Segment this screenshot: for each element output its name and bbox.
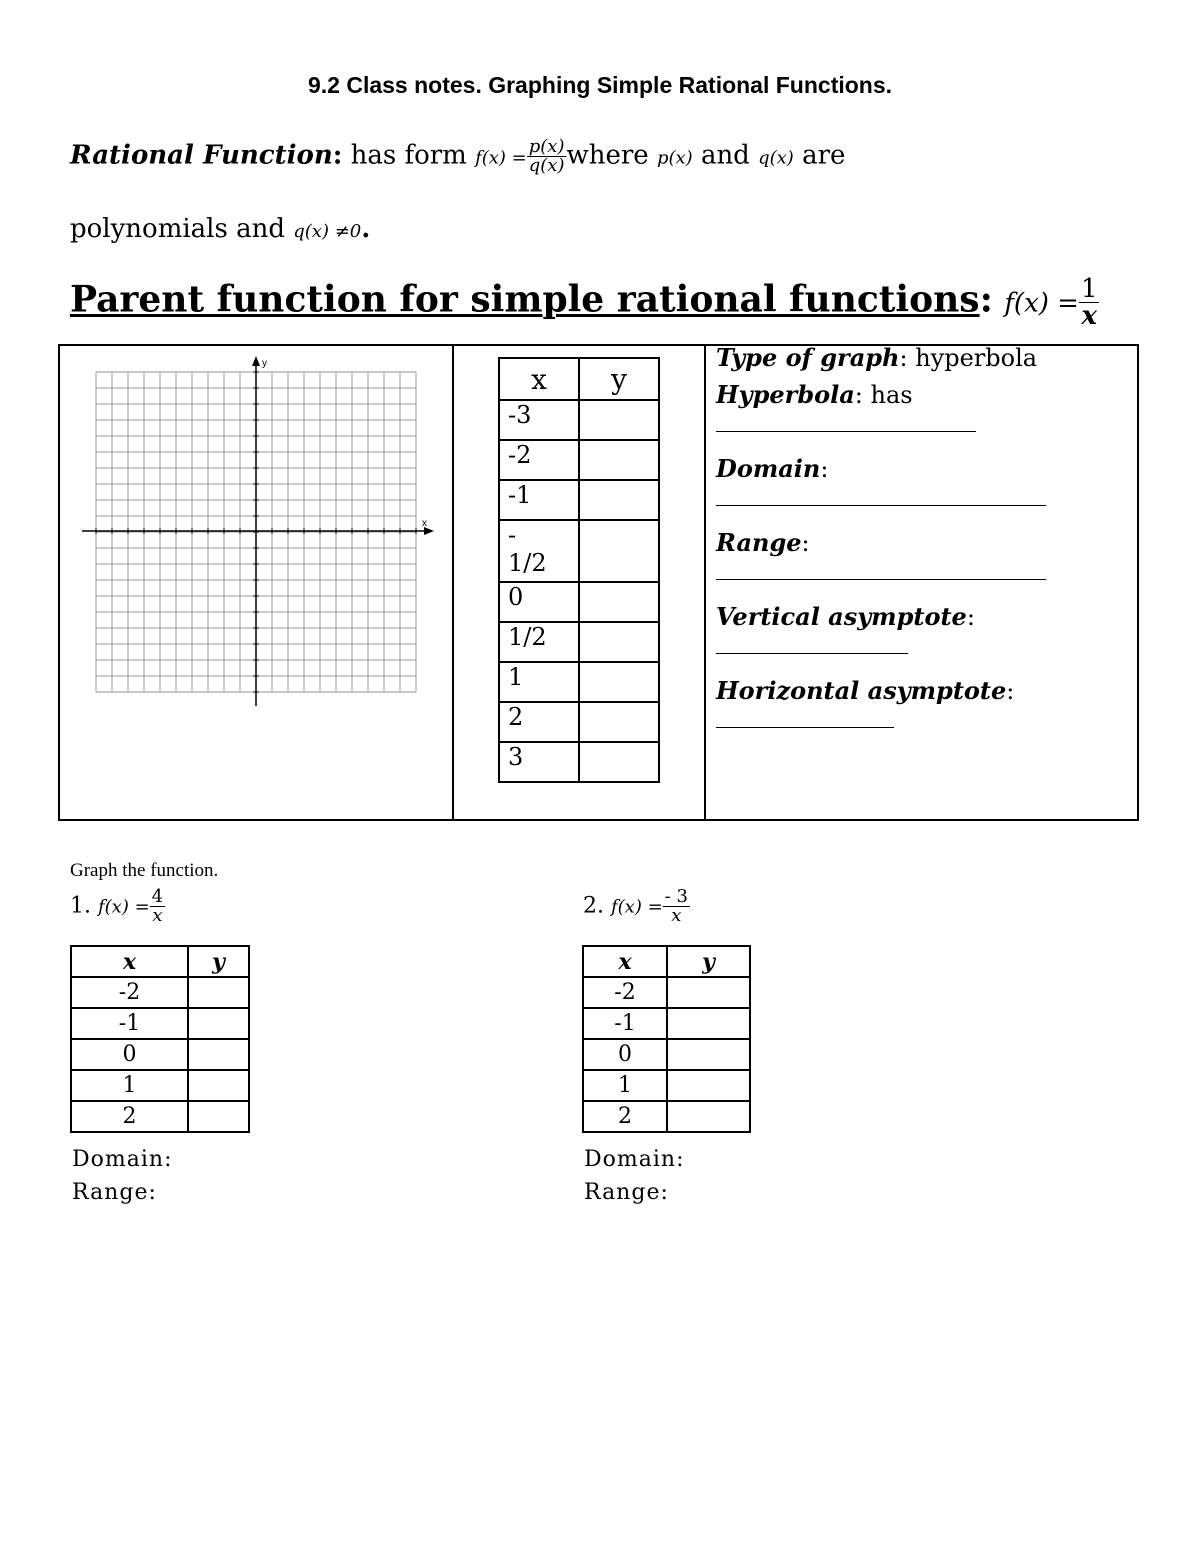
type-value: hyperbola: [915, 344, 1038, 372]
y-header: y: [188, 946, 249, 977]
colon: :: [899, 344, 908, 372]
y-cell[interactable]: [667, 1101, 750, 1132]
table-row: [583, 1008, 750, 1039]
definition-denominator: q(x): [528, 155, 565, 176]
table-row: [499, 480, 659, 520]
x-cell: 3: [499, 742, 579, 782]
definition-period: .: [361, 214, 371, 244]
parent-denominator: x: [1081, 301, 1097, 331]
table-header-row: [71, 946, 249, 977]
table-row: [499, 622, 659, 662]
x-cell: 0: [583, 1039, 667, 1070]
parent-f-lhs: f(x) =: [1004, 288, 1079, 319]
y-cell[interactable]: [579, 742, 659, 782]
x-cell-line1: -: [508, 521, 517, 549]
x-cell: -1: [71, 1008, 188, 1039]
x-cell: -2: [71, 977, 188, 1008]
x-cell: -1: [499, 480, 579, 520]
horizontal-label: Horizontal asymptote: [716, 676, 1007, 705]
table-row: [583, 1039, 750, 1070]
x-cell: -2: [583, 977, 667, 1008]
range-label: Range: [716, 528, 802, 557]
graph-instructions: Graph the function.: [70, 860, 219, 881]
definition-p-of-x: p(x): [656, 147, 693, 169]
domain-blank[interactable]: [716, 494, 1136, 518]
x-cell: 0: [499, 582, 579, 622]
definition-has-form: has form: [350, 140, 467, 171]
problem-denominator: x: [671, 905, 682, 926]
y-cell[interactable]: [579, 662, 659, 702]
y-cell[interactable]: [579, 400, 659, 440]
problem-2-domain: Domain:: [584, 1147, 685, 1172]
vertical-blank[interactable]: [716, 642, 1136, 666]
problem-2-table: [582, 945, 751, 1133]
problem-f-lhs: f(x) =: [611, 896, 663, 918]
y-cell[interactable]: [188, 977, 249, 1008]
table-row: [583, 1101, 750, 1132]
parent-numerator: 1: [1080, 274, 1098, 304]
range-blank[interactable]: [716, 568, 1136, 592]
table-row: [71, 1039, 249, 1070]
y-cell[interactable]: [667, 977, 750, 1008]
table-row: [499, 702, 659, 742]
definition-f-lhs: f(x) =: [475, 147, 527, 169]
rational-function-definition: [70, 138, 845, 175]
problem-number: 1.: [70, 893, 91, 919]
table-row: [499, 662, 659, 702]
colon: :: [801, 529, 810, 557]
definition-condition: q(x) ≠0: [293, 221, 362, 242]
y-cell[interactable]: [579, 622, 659, 662]
problem-number: 2.: [583, 893, 604, 919]
x-axis-label: x: [422, 518, 427, 529]
definition-q-of-x: q(x): [758, 147, 794, 169]
hyperbola-value: has: [870, 381, 913, 409]
problem-numerator: 4: [151, 886, 164, 907]
definition-colon: :: [332, 140, 343, 171]
y-cell[interactable]: [579, 520, 659, 582]
table-row: [71, 1008, 249, 1039]
table-row: [499, 440, 659, 480]
problem-1-domain: Domain:: [72, 1147, 173, 1172]
x-cell: 2: [499, 702, 579, 742]
x-header: x: [71, 946, 188, 977]
table-row: [71, 1101, 249, 1132]
definition-polynomials: polynomials and: [70, 214, 285, 244]
table-row: [499, 582, 659, 622]
definition-are: are: [802, 140, 846, 171]
x-cell: -3: [499, 400, 579, 440]
x-header: x: [499, 358, 579, 400]
y-header: y: [667, 946, 750, 977]
table-row: [499, 520, 659, 582]
y-header: y: [579, 358, 659, 400]
y-cell[interactable]: [579, 582, 659, 622]
y-cell[interactable]: [188, 1008, 249, 1039]
table-row: [583, 977, 750, 1008]
problem-2-label: [583, 888, 690, 925]
box-divider: [704, 344, 706, 821]
colon: :: [820, 455, 829, 483]
horizontal-blank[interactable]: [716, 716, 1136, 740]
problem-numerator: - 3: [664, 886, 688, 907]
x-cell: [499, 520, 579, 582]
problem-fraction: [150, 888, 165, 925]
vertical-label: Vertical asymptote: [716, 602, 967, 631]
x-cell: 1: [583, 1070, 667, 1101]
definition-term: Rational Function: [70, 140, 333, 171]
problem-fraction: [663, 888, 690, 925]
x-cell: 2: [71, 1101, 188, 1132]
problem-1-label: [70, 888, 165, 925]
x-cell: 1: [71, 1070, 188, 1101]
table-row: [71, 977, 249, 1008]
problem-1-range: Range:: [72, 1180, 157, 1205]
y-cell[interactable]: [188, 1039, 249, 1070]
x-cell: 1: [499, 662, 579, 702]
table-row: [583, 1070, 750, 1101]
coordinate-grid: [78, 352, 438, 712]
domain-label: Domain: [716, 454, 821, 483]
definition-and: and: [700, 140, 750, 171]
type-label: Type of graph: [716, 343, 900, 372]
table-header-row: [499, 358, 659, 400]
parent-function-heading: [70, 276, 1099, 329]
parent-heading-colon: :: [979, 278, 993, 321]
colon: :: [1006, 677, 1015, 705]
parent-xy-table: [498, 357, 660, 783]
colon: :: [966, 603, 975, 631]
graph-properties-panel: [716, 343, 1136, 740]
rational-function-definition-cont: [70, 214, 370, 244]
type-of-graph-row: [716, 343, 1136, 383]
y-cell[interactable]: [188, 1101, 249, 1132]
problem-f-lhs: f(x) =: [98, 896, 150, 918]
x-cell: -1: [583, 1008, 667, 1039]
problem-2-range: Range:: [584, 1180, 669, 1205]
vertical-asymptote-row: [716, 592, 1136, 642]
y-axis-arrow: [252, 356, 260, 366]
x-cell-line2: 1/2: [508, 549, 547, 577]
x-cell: 0: [71, 1039, 188, 1070]
y-cell[interactable]: [667, 1039, 750, 1070]
parent-heading-text: Parent function for simple rational functions: [70, 278, 980, 321]
hyperbola-blank[interactable]: [716, 420, 1136, 444]
y-cell[interactable]: [579, 702, 659, 742]
table-header-row: [583, 946, 750, 977]
table-row: [71, 1070, 249, 1101]
definition-numerator: p(x): [528, 136, 565, 157]
parent-fraction: [1079, 276, 1100, 329]
page-title: 9.2 Class notes. Graphing Simple Rational Functions.: [307, 72, 893, 98]
y-cell[interactable]: [579, 440, 659, 480]
y-cell[interactable]: [667, 1008, 750, 1039]
horizontal-asymptote-row: [716, 666, 1136, 716]
definition-where: where: [566, 140, 649, 171]
hyperbola-row: [716, 380, 1136, 420]
definition-fraction: [527, 138, 567, 175]
table-row: [499, 742, 659, 782]
domain-row: [716, 444, 1136, 494]
x-cell: -2: [499, 440, 579, 480]
problem-denominator: x: [152, 905, 163, 926]
x-header: x: [583, 946, 667, 977]
hyperbola-label: Hyperbola: [716, 380, 855, 409]
problem-1-table: [70, 945, 250, 1133]
y-cell[interactable]: [667, 1070, 750, 1101]
range-row: [716, 518, 1136, 568]
y-cell[interactable]: [188, 1070, 249, 1101]
x-cell: 1/2: [499, 622, 579, 662]
y-axis-label: y: [262, 358, 267, 369]
y-cell[interactable]: [579, 480, 659, 520]
box-divider: [452, 344, 454, 821]
table-row: [499, 400, 659, 440]
colon: :: [854, 381, 863, 409]
x-cell: 2: [583, 1101, 667, 1132]
